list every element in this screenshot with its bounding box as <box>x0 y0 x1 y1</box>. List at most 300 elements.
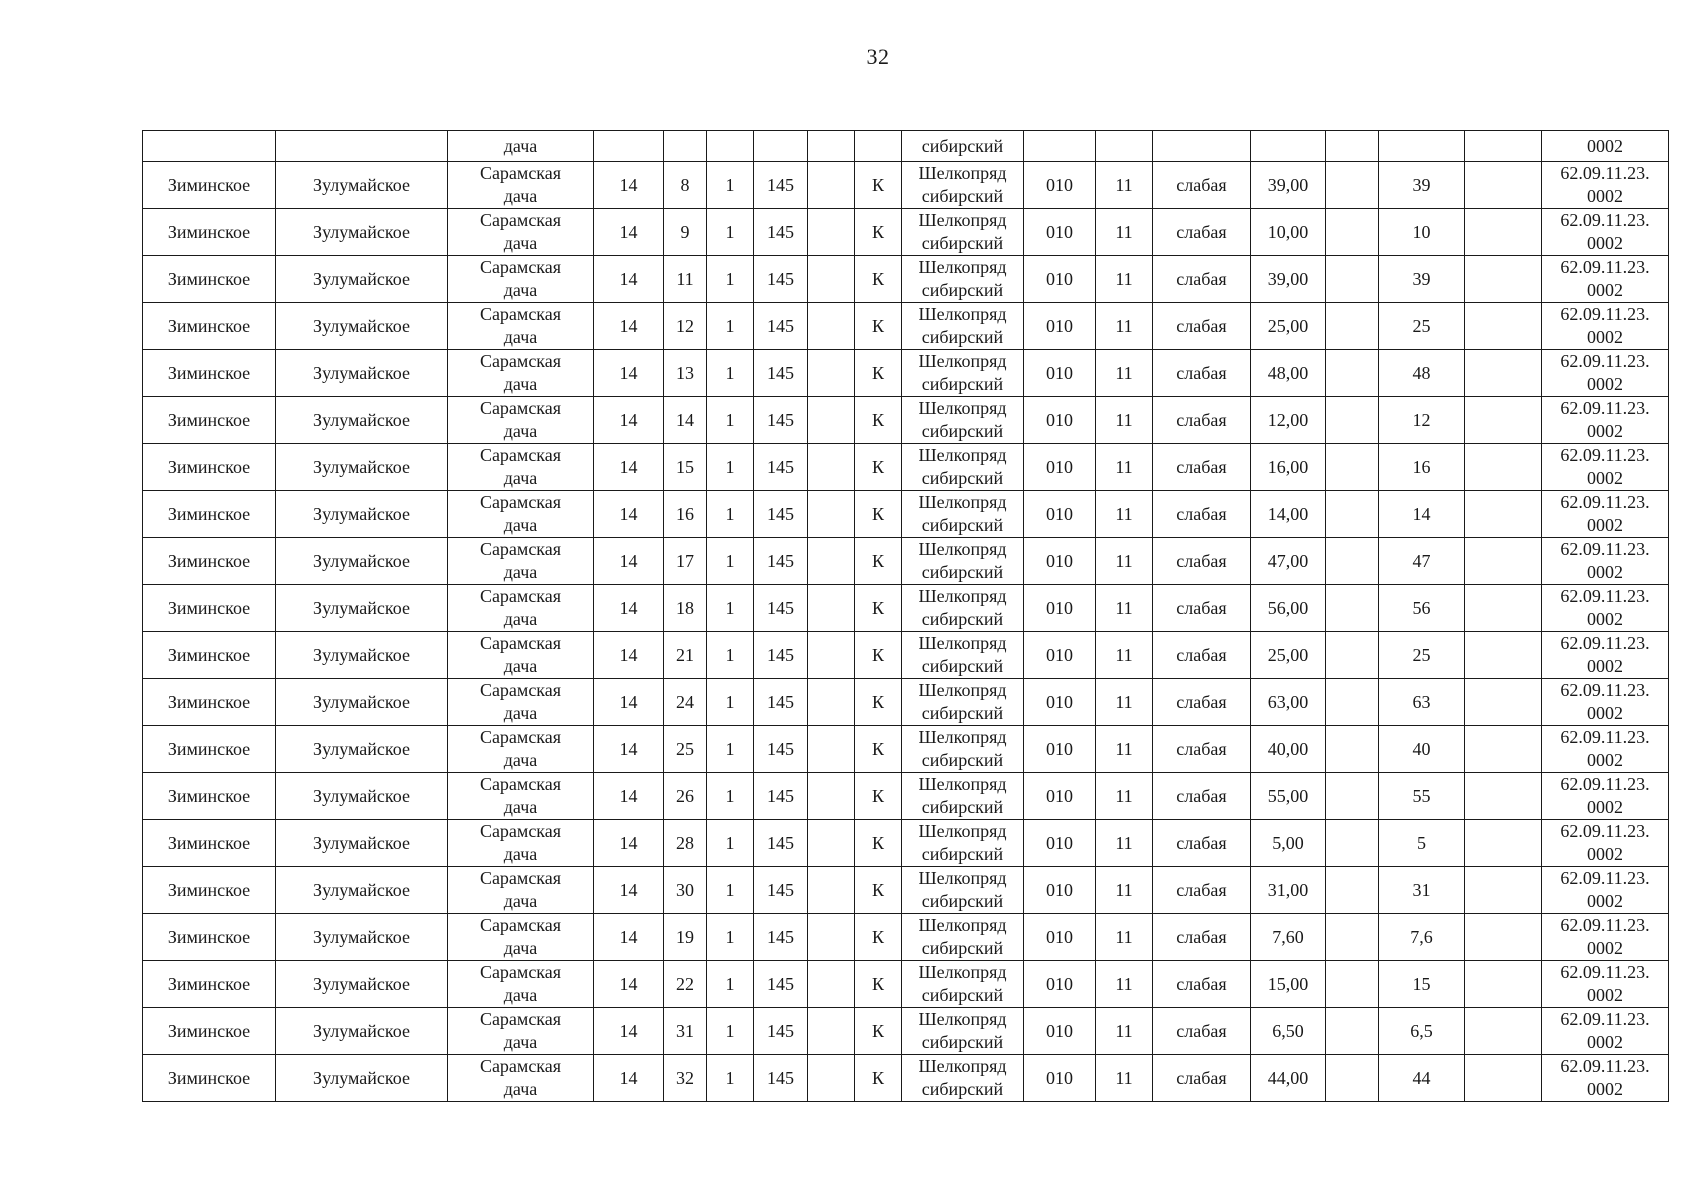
cell-dacha <box>448 1055 594 1102</box>
cell-dacha-line-1: Сарамская <box>479 680 562 700</box>
cell-okpd-line-2: 0002 <box>1587 468 1623 488</box>
cell-severity: слабая <box>1153 444 1251 491</box>
cell-code: 145 <box>754 209 808 256</box>
cell-dacha-line-2: дача <box>503 374 538 394</box>
cell-forestry-area: Зиминское <box>143 256 276 303</box>
cell-pest-code: 010 <box>1024 726 1096 773</box>
cell-code: 145 <box>754 491 808 538</box>
cell-quarter: 14 <box>594 444 664 491</box>
cell-forestry-area: Зиминское <box>143 773 276 820</box>
cell-empty-1 <box>808 162 855 209</box>
cell-species: К <box>855 209 902 256</box>
cell-dacha <box>448 867 594 914</box>
cell-dacha-line-2: дача <box>503 515 538 535</box>
cell-dacha-line-2: дача <box>503 1079 538 1099</box>
cell-okpd: 0002 <box>1542 131 1669 162</box>
cell-quarter: 14 <box>594 632 664 679</box>
cell-age-class: 11 <box>1096 632 1153 679</box>
cell-empty-3 <box>1465 303 1542 350</box>
cell-pest-code: 010 <box>1024 397 1096 444</box>
cell-forestry-area: Зиминское <box>143 585 276 632</box>
cell-dacha-line-2: дача <box>503 844 538 864</box>
cell-area-2: 39 <box>1379 256 1465 303</box>
cell-empty-1 <box>808 585 855 632</box>
cell-pest-line-1: Шелкопряд <box>918 774 1007 794</box>
cell-empty-2 <box>1326 256 1379 303</box>
cell-area: 55,00 <box>1251 773 1326 820</box>
cell-okpd-line-2: 0002 <box>1587 656 1623 676</box>
cell-district: Зулумайское <box>276 209 448 256</box>
cell-dacha <box>448 820 594 867</box>
cell-plot: 1 <box>707 209 754 256</box>
cell-okpd <box>1542 397 1669 444</box>
table-row <box>143 491 1669 538</box>
cell-dacha <box>448 397 594 444</box>
data-table <box>142 130 1669 1102</box>
cell-code: 145 <box>754 1055 808 1102</box>
cell-dacha-line-1: Сарамская <box>479 915 562 935</box>
cell-code: 145 <box>754 444 808 491</box>
cell-pest-code: 010 <box>1024 1008 1096 1055</box>
cell-okpd <box>1542 867 1669 914</box>
cell-pest-code: 010 <box>1024 350 1096 397</box>
cell-okpd <box>1542 209 1669 256</box>
cell-pest-line-2: сибирский <box>921 562 1004 582</box>
table-row-continued <box>143 131 1669 162</box>
cell-plot: 1 <box>707 491 754 538</box>
cell-forestry-area: Зиминское <box>143 820 276 867</box>
cell-dacha <box>448 1008 594 1055</box>
cell-age-class: 11 <box>1096 397 1153 444</box>
cell-empty-2 <box>1326 632 1379 679</box>
cell-okpd <box>1542 1008 1669 1055</box>
cell-dacha <box>448 538 594 585</box>
cell-dacha <box>448 256 594 303</box>
cell-plot: 1 <box>707 444 754 491</box>
cell-okpd <box>1542 726 1669 773</box>
cell-severity: слабая <box>1153 303 1251 350</box>
cell-quarter: 14 <box>594 1008 664 1055</box>
cell-species: К <box>855 538 902 585</box>
cell-empty-3 <box>1465 820 1542 867</box>
cell-empty-3 <box>1465 1055 1542 1102</box>
cell-age-class: 11 <box>1096 1008 1153 1055</box>
cell-species: К <box>855 162 902 209</box>
cell-area-2: 55 <box>1379 773 1465 820</box>
cell-section: 16 <box>664 491 707 538</box>
cell-section: 25 <box>664 726 707 773</box>
cell-dacha-line-2: дача <box>503 750 538 770</box>
cell-dacha-line-1: Сарамская <box>479 774 562 794</box>
cell-pest-code: 010 <box>1024 632 1096 679</box>
cell-okpd <box>1542 632 1669 679</box>
cell-plot: 1 <box>707 679 754 726</box>
cell-pest-line-2: сибирский <box>921 421 1004 441</box>
cell-area-2: 39 <box>1379 162 1465 209</box>
cell-okpd-line-1: 62.09.11.23. <box>1560 633 1650 653</box>
cell-plot: 1 <box>707 820 754 867</box>
cell-okpd-line-1: 62.09.11.23. <box>1560 774 1650 794</box>
cell-area-2: 31 <box>1379 867 1465 914</box>
cell-area: 10,00 <box>1251 209 1326 256</box>
cell-pest-code: 010 <box>1024 585 1096 632</box>
cell-pest-line-1: Шелкопряд <box>918 680 1007 700</box>
cell-age-class: 11 <box>1096 914 1153 961</box>
cell-quarter: 14 <box>594 162 664 209</box>
cell-okpd <box>1542 820 1669 867</box>
cell-species: К <box>855 679 902 726</box>
cell-pest <box>902 303 1024 350</box>
cell-age-class: 11 <box>1096 350 1153 397</box>
cell-okpd-line-1: 62.09.11.23. <box>1560 398 1650 418</box>
cell-area: 39,00 <box>1251 162 1326 209</box>
cell-empty-1 <box>808 303 855 350</box>
cell-empty-3 <box>1465 209 1542 256</box>
cell-pest <box>902 585 1024 632</box>
cell-quarter: 14 <box>594 726 664 773</box>
cell-pest <box>902 209 1024 256</box>
cell-severity <box>1153 131 1251 162</box>
cell-dacha <box>448 209 594 256</box>
cell-empty-3 <box>1465 961 1542 1008</box>
cell-dacha-line-1: Сарамская <box>479 492 562 512</box>
cell-species: К <box>855 397 902 444</box>
cell-code: 145 <box>754 726 808 773</box>
cell-pest-line-2: сибирский <box>921 609 1004 629</box>
cell-plot: 1 <box>707 303 754 350</box>
cell-dacha-line-2: дача <box>503 1032 538 1052</box>
cell-area-2: 10 <box>1379 209 1465 256</box>
cell-okpd-line-1: 62.09.11.23. <box>1560 586 1650 606</box>
cell-plot: 1 <box>707 961 754 1008</box>
cell-section: 8 <box>664 162 707 209</box>
cell-okpd-line-2: 0002 <box>1587 515 1623 535</box>
cell-section: 18 <box>664 585 707 632</box>
table-row <box>143 397 1669 444</box>
cell-area: 12,00 <box>1251 397 1326 444</box>
cell-forestry-area: Зиминское <box>143 726 276 773</box>
cell-okpd-line-2: 0002 <box>1587 562 1623 582</box>
cell-pest <box>902 820 1024 867</box>
cell-dacha <box>448 679 594 726</box>
cell-age-class: 11 <box>1096 538 1153 585</box>
cell-species: К <box>855 350 902 397</box>
cell-pest-line-1: Шелкопряд <box>918 304 1007 324</box>
cell-severity: слабая <box>1153 820 1251 867</box>
cell-pest-line-1: Шелкопряд <box>918 633 1007 653</box>
cell-area-2: 12 <box>1379 397 1465 444</box>
cell-district: Зулумайское <box>276 303 448 350</box>
cell-species: К <box>855 1008 902 1055</box>
cell-species <box>855 131 902 162</box>
table-row <box>143 538 1669 585</box>
cell-empty-1 <box>808 350 855 397</box>
table-row <box>143 209 1669 256</box>
cell-code: 145 <box>754 350 808 397</box>
cell-empty-1 <box>808 397 855 444</box>
cell-severity: слабая <box>1153 162 1251 209</box>
cell-pest-line-1: Шелкопряд <box>918 821 1007 841</box>
cell-dacha-line-1: Сарамская <box>479 633 562 653</box>
cell-dacha-line-2: дача <box>503 891 538 911</box>
cell-pest-code: 010 <box>1024 1055 1096 1102</box>
cell-section: 9 <box>664 209 707 256</box>
cell-okpd-line-1: 62.09.11.23. <box>1560 727 1650 747</box>
cell-district: Зулумайское <box>276 914 448 961</box>
cell-pest-line-2: сибирский <box>921 750 1004 770</box>
cell-quarter: 14 <box>594 585 664 632</box>
cell-okpd-line-1: 62.09.11.23. <box>1560 492 1650 512</box>
cell-pest-line-1: Шелкопряд <box>918 915 1007 935</box>
cell-dacha-line-2: дача <box>503 327 538 347</box>
table-body <box>143 131 1669 1102</box>
cell-pest <box>902 867 1024 914</box>
cell-forestry-area: Зиминское <box>143 397 276 444</box>
cell-okpd-line-1: 62.09.11.23. <box>1560 304 1650 324</box>
cell-forestry-area: Зиминское <box>143 1055 276 1102</box>
cell-pest-line-2: сибирский <box>921 233 1004 253</box>
cell-area: 56,00 <box>1251 585 1326 632</box>
cell-species: К <box>855 585 902 632</box>
cell-area-2: 56 <box>1379 585 1465 632</box>
cell-plot: 1 <box>707 1055 754 1102</box>
cell-okpd-line-2: 0002 <box>1587 374 1623 394</box>
cell-forestry-area: Зиминское <box>143 350 276 397</box>
cell-area-2: 14 <box>1379 491 1465 538</box>
cell-empty-2 <box>1326 1008 1379 1055</box>
cell-forestry-area: Зиминское <box>143 679 276 726</box>
cell-okpd-line-1: 62.09.11.23. <box>1560 1009 1650 1029</box>
cell-okpd-line-2: 0002 <box>1587 327 1623 347</box>
cell-okpd <box>1542 585 1669 632</box>
cell-empty-1 <box>808 1055 855 1102</box>
cell-code: 145 <box>754 303 808 350</box>
cell-empty-2 <box>1326 1055 1379 1102</box>
cell-empty-3 <box>1465 773 1542 820</box>
cell-district: Зулумайское <box>276 444 448 491</box>
cell-plot: 1 <box>707 162 754 209</box>
cell-pest <box>902 538 1024 585</box>
table-row <box>143 256 1669 303</box>
cell-area: 48,00 <box>1251 350 1326 397</box>
cell-okpd <box>1542 491 1669 538</box>
cell-species: К <box>855 914 902 961</box>
cell-section <box>664 131 707 162</box>
cell-age-class: 11 <box>1096 491 1153 538</box>
cell-empty-3 <box>1465 914 1542 961</box>
cell-dacha <box>448 585 594 632</box>
cell-area-2: 44 <box>1379 1055 1465 1102</box>
cell-dacha-line-1: Сарамская <box>479 304 562 324</box>
cell-age-class: 11 <box>1096 162 1153 209</box>
cell-area: 63,00 <box>1251 679 1326 726</box>
cell-section: 31 <box>664 1008 707 1055</box>
cell-severity: слабая <box>1153 585 1251 632</box>
cell-forestry-area: Зиминское <box>143 914 276 961</box>
cell-district: Зулумайское <box>276 1008 448 1055</box>
cell-section: 26 <box>664 773 707 820</box>
cell-pest <box>902 491 1024 538</box>
cell-forestry-area <box>143 131 276 162</box>
cell-okpd-line-2: 0002 <box>1587 186 1623 206</box>
cell-pest-code: 010 <box>1024 491 1096 538</box>
cell-okpd-line-2: 0002 <box>1587 750 1623 770</box>
cell-pest-line-1: Шелкопряд <box>918 586 1007 606</box>
cell-pest-line-2: сибирский <box>921 797 1004 817</box>
cell-age-class: 11 <box>1096 209 1153 256</box>
table-row <box>143 1008 1669 1055</box>
cell-district: Зулумайское <box>276 585 448 632</box>
cell-plot: 1 <box>707 632 754 679</box>
cell-okpd-line-2: 0002 <box>1587 609 1623 629</box>
cell-okpd <box>1542 350 1669 397</box>
cell-pest-code: 010 <box>1024 538 1096 585</box>
cell-empty-2 <box>1326 820 1379 867</box>
cell-area-2: 63 <box>1379 679 1465 726</box>
cell-dacha-line-2: дача <box>503 938 538 958</box>
cell-empty-1 <box>808 914 855 961</box>
cell-empty-3 <box>1465 350 1542 397</box>
cell-dacha <box>448 444 594 491</box>
cell-area-2: 5 <box>1379 820 1465 867</box>
cell-pest <box>902 1055 1024 1102</box>
cell-pest <box>902 162 1024 209</box>
cell-section: 17 <box>664 538 707 585</box>
cell-okpd-line-2: 0002 <box>1587 1079 1623 1099</box>
cell-okpd-line-1: 62.09.11.23. <box>1560 539 1650 559</box>
cell-code: 145 <box>754 820 808 867</box>
cell-severity: слабая <box>1153 773 1251 820</box>
page-number: 32 <box>866 44 890 69</box>
cell-pest <box>902 961 1024 1008</box>
cell-pest-code: 010 <box>1024 256 1096 303</box>
cell-empty-3 <box>1465 444 1542 491</box>
cell-severity: слабая <box>1153 1055 1251 1102</box>
cell-empty-3 <box>1465 867 1542 914</box>
cell-code: 145 <box>754 632 808 679</box>
cell-pest-line-2: сибирский <box>921 186 1004 206</box>
cell-district: Зулумайское <box>276 256 448 303</box>
cell-pest-line-1: Шелкопряд <box>918 868 1007 888</box>
cell-dacha-line-2: дача <box>503 985 538 1005</box>
cell-empty-3 <box>1465 679 1542 726</box>
cell-code: 145 <box>754 914 808 961</box>
cell-pest-code: 010 <box>1024 820 1096 867</box>
cell-empty-1 <box>808 131 855 162</box>
cell-district: Зулумайское <box>276 773 448 820</box>
cell-empty-1 <box>808 491 855 538</box>
cell-area: 7,60 <box>1251 914 1326 961</box>
cell-species: К <box>855 444 902 491</box>
cell-pest-line-2: сибирский <box>921 938 1004 958</box>
cell-pest <box>902 397 1024 444</box>
cell-code: 145 <box>754 256 808 303</box>
cell-empty-1 <box>808 1008 855 1055</box>
cell-dacha-line-2: дача <box>503 280 538 300</box>
cell-empty-1 <box>808 773 855 820</box>
cell-area <box>1251 131 1326 162</box>
cell-quarter: 14 <box>594 679 664 726</box>
cell-quarter: 14 <box>594 256 664 303</box>
cell-forestry-area: Зиминское <box>143 209 276 256</box>
cell-empty-1 <box>808 632 855 679</box>
cell-district: Зулумайское <box>276 162 448 209</box>
cell-species: К <box>855 726 902 773</box>
cell-okpd <box>1542 538 1669 585</box>
cell-area: 25,00 <box>1251 303 1326 350</box>
cell-dacha <box>448 914 594 961</box>
cell-pest <box>902 679 1024 726</box>
cell-section: 21 <box>664 632 707 679</box>
cell-area: 47,00 <box>1251 538 1326 585</box>
cell-section: 28 <box>664 820 707 867</box>
cell-pest <box>902 350 1024 397</box>
cell-species: К <box>855 773 902 820</box>
cell-dacha: дача <box>448 131 594 162</box>
cell-empty-2 <box>1326 162 1379 209</box>
table-row <box>143 303 1669 350</box>
cell-pest <box>902 773 1024 820</box>
cell-area-2: 16 <box>1379 444 1465 491</box>
cell-plot: 1 <box>707 538 754 585</box>
cell-dacha-line-2: дача <box>503 703 538 723</box>
cell-area: 44,00 <box>1251 1055 1326 1102</box>
cell-empty-3 <box>1465 256 1542 303</box>
cell-severity: слабая <box>1153 491 1251 538</box>
cell-empty-1 <box>808 538 855 585</box>
cell-species: К <box>855 303 902 350</box>
cell-empty-3 <box>1465 397 1542 444</box>
table-row <box>143 914 1669 961</box>
cell-pest-line-2: сибирский <box>921 280 1004 300</box>
cell-code: 145 <box>754 397 808 444</box>
cell-age-class: 11 <box>1096 773 1153 820</box>
cell-area: 5,00 <box>1251 820 1326 867</box>
cell-forestry-area: Зиминское <box>143 961 276 1008</box>
cell-section: 19 <box>664 914 707 961</box>
cell-plot <box>707 131 754 162</box>
cell-age-class: 11 <box>1096 867 1153 914</box>
cell-pest-code: 010 <box>1024 914 1096 961</box>
cell-district: Зулумайское <box>276 350 448 397</box>
cell-district: Зулумайское <box>276 1055 448 1102</box>
cell-okpd-line-2: 0002 <box>1587 280 1623 300</box>
cell-empty-3 <box>1465 585 1542 632</box>
cell-pest-line-1: Шелкопряд <box>918 727 1007 747</box>
cell-area: 14,00 <box>1251 491 1326 538</box>
cell-okpd-line-2: 0002 <box>1587 985 1623 1005</box>
cell-okpd-line-1: 62.09.11.23. <box>1560 210 1650 230</box>
cell-quarter: 14 <box>594 773 664 820</box>
cell-empty-1 <box>808 256 855 303</box>
cell-dacha <box>448 491 594 538</box>
cell-empty-1 <box>808 867 855 914</box>
cell-empty-2 <box>1326 491 1379 538</box>
cell-okpd <box>1542 303 1669 350</box>
cell-age-class: 11 <box>1096 585 1153 632</box>
cell-plot: 1 <box>707 397 754 444</box>
cell-dacha-line-2: дача <box>503 233 538 253</box>
cell-dacha-line-1: Сарамская <box>479 351 562 371</box>
cell-dacha-line-2: дача <box>503 186 538 206</box>
cell-dacha <box>448 162 594 209</box>
cell-empty-1 <box>808 726 855 773</box>
cell-quarter <box>594 131 664 162</box>
cell-code: 145 <box>754 679 808 726</box>
cell-empty-2 <box>1326 867 1379 914</box>
cell-quarter: 14 <box>594 820 664 867</box>
cell-district: Зулумайское <box>276 867 448 914</box>
